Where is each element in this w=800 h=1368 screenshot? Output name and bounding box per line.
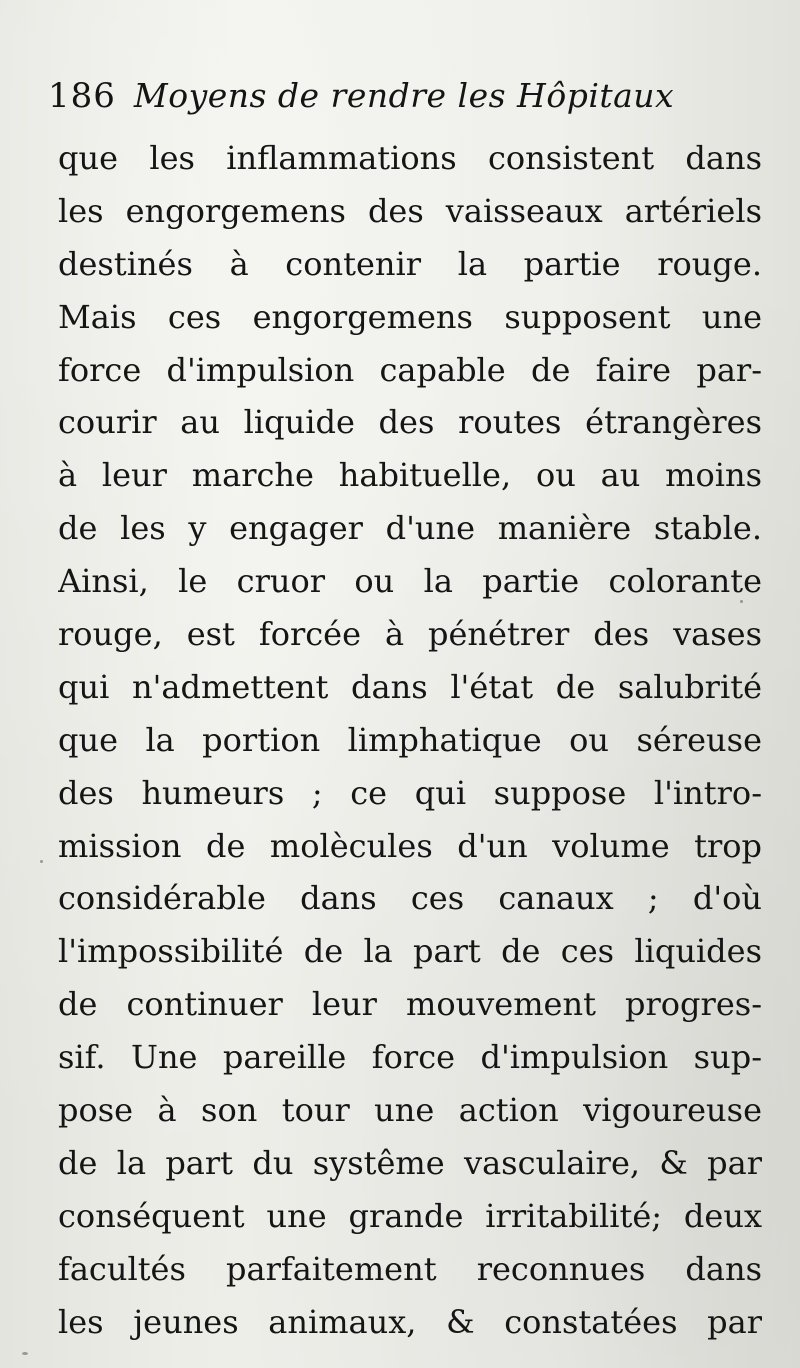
text-line: pose à son tour une action vigoureuse xyxy=(58,1091,762,1130)
text-line: force d'impulsion capable de faire par- xyxy=(58,350,762,389)
text-line: considérable dans ces canaux ; d'où xyxy=(58,879,762,918)
running-head: Moyens de rendre les Hôpitaux xyxy=(133,76,675,115)
ink-speck xyxy=(22,1352,28,1355)
ink-speck xyxy=(40,860,43,863)
page-header xyxy=(48,76,674,126)
text-line: à leur marche habituelle, ou au moins xyxy=(58,456,762,495)
text-line: mission de molècules d'un volume trop xyxy=(58,826,762,865)
text-line: rouge, est forcée à pénétrer des vases xyxy=(58,615,762,654)
text-line: que les inflammations consistent dans xyxy=(58,139,762,177)
text-line: que la portion limphatique ou séreuse xyxy=(58,720,762,759)
text-line: les jeunes animaux, & constatées par xyxy=(58,1302,762,1341)
text-line: Ainsi, le cruor ou la partie colorante xyxy=(58,562,762,601)
text-line: les engorgemens des vaisseaux artériels xyxy=(58,191,762,230)
text-line: courir au liquide des routes étrangères xyxy=(58,403,762,442)
text-line: de continuer leur mouvement progres- xyxy=(58,985,762,1024)
text-line: des humeurs ; ce qui suppose l'intro- xyxy=(58,773,762,812)
body-text xyxy=(58,132,762,1348)
text-line: conséquent une grande irritabilité; deux xyxy=(58,1196,762,1235)
text-line: destinés à contenir la partie rouge. xyxy=(58,244,762,283)
text-line: de la part du systême vasculaire, & par xyxy=(58,1143,762,1182)
text-line: facultés parfaitement reconnues dans xyxy=(58,1249,762,1288)
text-line: de les y engager d'une manière stable. xyxy=(58,509,762,548)
text-line: sif. Une pareille force d'impulsion sup- xyxy=(58,1038,762,1077)
text-line: l'impossibilité de la part de ces liquides xyxy=(58,932,762,971)
text-line: qui n'admettent dans l'état de salubrité xyxy=(58,667,762,706)
text-line: Mais ces engorgemens supposent une xyxy=(58,297,762,336)
page-number: 186 xyxy=(48,76,116,116)
